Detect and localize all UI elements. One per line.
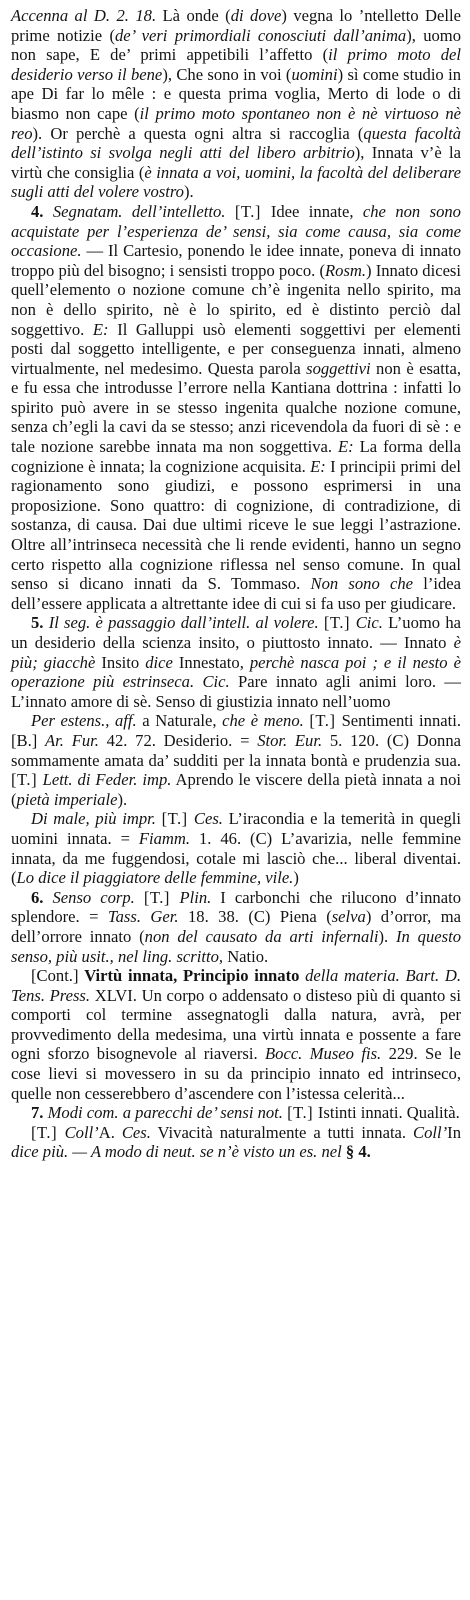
text-segment: [T.] bbox=[31, 1122, 65, 1142]
text-segment: Innestato, bbox=[172, 652, 250, 672]
text-segment: uomini bbox=[291, 64, 338, 84]
text-segment: [T.] bbox=[143, 887, 180, 907]
text-segment: questa facoltà dell’istinto si svolga negli atti del libero arbitrio bbox=[11, 123, 461, 163]
text-segment: Natio. bbox=[223, 946, 269, 966]
text-segment: Idee innate, bbox=[270, 201, 363, 221]
text-segment: dice bbox=[145, 652, 173, 672]
text-segment: che non sono acquistate per l’esperienza de’ sensi, sia come causa, sia come occasione. bbox=[11, 201, 461, 261]
text-segment: Virtù innata, Principio innato bbox=[84, 966, 306, 986]
text-segment: dice più. — A modo di neut. se n’è visto un es. nel bbox=[11, 1142, 342, 1162]
text-segment: I carbonchi che rilucono d’innato splendore. = bbox=[11, 887, 462, 927]
text-segment: Ar. Fur. bbox=[45, 730, 99, 750]
text-segment: E: bbox=[92, 319, 109, 339]
text-segment: ). bbox=[117, 789, 128, 809]
text-segment: di dove bbox=[230, 6, 282, 25]
text-segment: Per estens., aff. bbox=[31, 711, 143, 731]
text-segment: Bocc. Museo fis. bbox=[265, 1044, 382, 1064]
text-segment: L’iracondia e la temerità in quegli uomini innata. = bbox=[11, 809, 461, 848]
text-segment: Insito bbox=[95, 652, 146, 672]
text-segment: Lo dice il piaggiatore delle femmine, vile. bbox=[16, 868, 294, 888]
text-segment: Rosm. bbox=[325, 260, 367, 280]
text-segment: La forma della cognizione è innata; la cognizione acquisita. bbox=[11, 437, 461, 476]
text-segment: 5. bbox=[31, 613, 49, 633]
text-segment: Modi com. a parecchi de’ sensi not. bbox=[47, 1103, 288, 1123]
text-segment: In bbox=[447, 1122, 461, 1142]
text-segment: Segnatam. dell’intelletto. bbox=[52, 201, 235, 221]
text-segment: ) d’orror, ma dell’orrore innato ( bbox=[11, 907, 461, 946]
text-segment: ). bbox=[183, 182, 194, 202]
entry-paragraph-p6 bbox=[11, 888, 461, 966]
text-segment: Là onde ( bbox=[162, 6, 231, 25]
text-segment: Coll’ bbox=[64, 1122, 99, 1142]
entry-paragraph-p2 bbox=[11, 202, 461, 613]
text-segment: 7. bbox=[31, 1103, 48, 1123]
text-segment: Stor. Eur. bbox=[257, 730, 323, 750]
entry-paragraph-p1 bbox=[11, 6, 461, 202]
text-segment: § 4. bbox=[341, 1142, 371, 1162]
text-segment: [T.] bbox=[323, 613, 356, 633]
text-segment: — Il Cartesio, ponendo le idee innate, poneva di innato troppo più del bisogno; i sensisti troppo poco. ( bbox=[11, 241, 461, 280]
entry-paragraph-p7 bbox=[11, 966, 461, 1103]
text-segment: [T.] bbox=[287, 1103, 318, 1123]
text-segment: Il Galluppi usò elementi soggettivi per elementi posti dal soggetto intelligente, e per conseguenza innati, almeno virtualmente, nel medesimo. Questa parola bbox=[11, 319, 462, 378]
dictionary-entry-innato bbox=[11, 6, 461, 1162]
text-segment: de’ veri primordiali conosciuti dall’anima bbox=[114, 25, 407, 45]
text-segment: perchè nasca poi ; e il nesto è operazione più estrinseca. Cic. bbox=[11, 652, 461, 692]
entry-paragraph-p4 bbox=[11, 711, 461, 809]
text-segment: [Cont.] bbox=[31, 966, 85, 986]
text-segment: Di male, più impr. bbox=[31, 809, 162, 829]
text-segment: Aprendo le viscere della pietà innata a noi ( bbox=[11, 770, 461, 809]
text-segment: ), Che sono in voi ( bbox=[162, 64, 292, 84]
text-segment: Accenna al D. 2. 18. bbox=[11, 6, 163, 25]
text-segment: 1. 46. (C) L’avarizia, nelle femmine innata, da me fuggendosi, cotale mi lasciò che... liberal diventai. ( bbox=[11, 828, 462, 888]
text-segment: pietà imperiale bbox=[16, 789, 118, 809]
entry-paragraph-p8 bbox=[11, 1103, 461, 1123]
entry-paragraph-p5 bbox=[11, 809, 461, 887]
text-segment: Vivacità naturalmente a tutti innata. bbox=[150, 1122, 414, 1142]
text-segment: il primo moto del desiderio verso il bene bbox=[11, 45, 461, 84]
text-segment: A. bbox=[98, 1122, 122, 1142]
text-segment: selva bbox=[331, 907, 366, 927]
text-segment: ), Innata v’è la virtù che consiglia ( bbox=[11, 143, 461, 182]
text-segment: Fiamm. bbox=[138, 828, 191, 848]
text-segment: Senso corp. bbox=[52, 887, 144, 907]
text-segment: è innata a voi, uomini, la facoltà del deliberare sugli atti del volere vostro bbox=[11, 162, 461, 202]
text-segment: soggettivi bbox=[306, 358, 371, 378]
text-segment: ) sì come studio in ape Di far lo mêle : e questa prima voglia, Merto di lode o di biasmo non cape ( bbox=[11, 64, 461, 123]
text-segment: L’uomo ha un desiderio della scienza insito, o piuttosto innato. — Innato bbox=[11, 613, 461, 652]
text-segment: I principii primi del ragionamento sono giudizi, e possono esprimersi in una proposizione. Sono quattro: di cognizione, di contradizione, di sostanza, di causa. Dai due ultimi riceve le sue leggi l’astrazione. Oltre all’intrinseca necessità che li rende evidenti, hanno un segno certo rispetto alla cognizione riflessa nel senso comune. In qual senso si dicano innati da S. Tommaso. bbox=[11, 456, 461, 594]
text-segment: 18. 38. (C) Piena ( bbox=[178, 907, 332, 927]
text-segment: della materia. Bart. D. Tens. Press. bbox=[11, 966, 461, 1005]
text-segment: [T.] bbox=[161, 809, 194, 829]
text-segment: Sentimenti innati. [B.] bbox=[11, 711, 461, 750]
text-segment: Istinti innati. Qualità. bbox=[317, 1103, 460, 1123]
text-segment: Plin. bbox=[179, 887, 212, 907]
text-segment: Lett. di Feder. imp. bbox=[42, 770, 172, 790]
text-segment: ) vegna lo ’ntelletto Delle prime notizie ( bbox=[11, 6, 461, 45]
text-segment: Non sono che bbox=[310, 574, 413, 594]
text-segment: a Naturale, bbox=[142, 711, 223, 731]
text-segment: Pare innato agli animi loro. — L’innato amore di sè. Senso di giustizia innato nell’uomo bbox=[11, 672, 462, 711]
text-segment: [T.] bbox=[11, 770, 43, 790]
text-segment: [T.] bbox=[309, 711, 342, 731]
text-segment: E: bbox=[310, 456, 326, 476]
text-segment: ), uomo non sape, E de’ primi appetibili l’affetto ( bbox=[11, 25, 461, 65]
text-segment: 229. Se le cose lievi si movessero in su da principio innato ed intrinseco, quelle non cesserebbero d’ascendere con l’istessa celerità... bbox=[11, 1044, 461, 1103]
text-segment: l’idea dell’essere applicata a altrettante idee di cui si fa uso per giudicare. bbox=[11, 574, 461, 613]
text-segment: non del causato da arti infernali bbox=[144, 926, 379, 946]
text-segment: Tass. Ger. bbox=[107, 907, 179, 927]
text-segment: il primo moto spontaneo non è nè virtuoso nè reo bbox=[11, 103, 461, 143]
text-segment: ). bbox=[378, 926, 396, 946]
text-segment: 42. 72. Desiderio. = bbox=[98, 730, 258, 750]
text-segment: 4. bbox=[31, 201, 53, 221]
text-segment: Ces. bbox=[193, 809, 223, 829]
text-segment: 6. bbox=[31, 887, 53, 907]
text-segment: In questo senso, più usit., nel ling. scritto, bbox=[11, 926, 462, 966]
text-segment: Cic. bbox=[355, 613, 383, 633]
text-segment: che è meno. bbox=[222, 711, 310, 731]
text-segment: ) Innato dicesi quell’elemento o nozione comune ch’è ingenita nello spirito, ma non è dello spirito, nè è lo spirito, ed è distinto perciò dal soggettivo. bbox=[11, 260, 461, 339]
text-segment: ). Or perchè a questa ogni altra si raccoglia ( bbox=[32, 123, 364, 143]
text-segment: è più; giacchè bbox=[11, 633, 461, 672]
text-segment: Ces. bbox=[121, 1122, 151, 1142]
text-segment: non è esatta, e fu essa che introdusse l’errore nella Kantiana dottrina : infatti lo spirito può avere in se stesso ingenita qualche nozione comune, senza ch’egli la cavi da se stesso; anzi ricevendola da fuori di sè : e tale nozione sarebbe innata ma non soggettiva. bbox=[11, 358, 461, 457]
text-segment: Il seg. è passaggio dall’intell. al volere. bbox=[48, 613, 324, 633]
text-segment: Coll’ bbox=[413, 1122, 448, 1142]
entry-paragraph-p9 bbox=[11, 1123, 461, 1162]
text-segment: [T.] bbox=[234, 201, 271, 221]
text-segment: E: bbox=[338, 437, 354, 457]
text-segment: 5. 120. (C) Donna sommamente amata da’ sudditi per la innata bontà e prudenzia sua. bbox=[11, 730, 461, 770]
entry-paragraph-p3 bbox=[11, 613, 461, 711]
text-segment: ) bbox=[293, 868, 299, 888]
text-segment: XLVI. Un corpo o addensato o disteso più di quanto si comporti col termine assegnatogli dalla natura, avrà, per provvedimento della medesima, una virtù innata e possente a fare ogni sforzo bisognevole al riaversi. bbox=[11, 985, 461, 1064]
